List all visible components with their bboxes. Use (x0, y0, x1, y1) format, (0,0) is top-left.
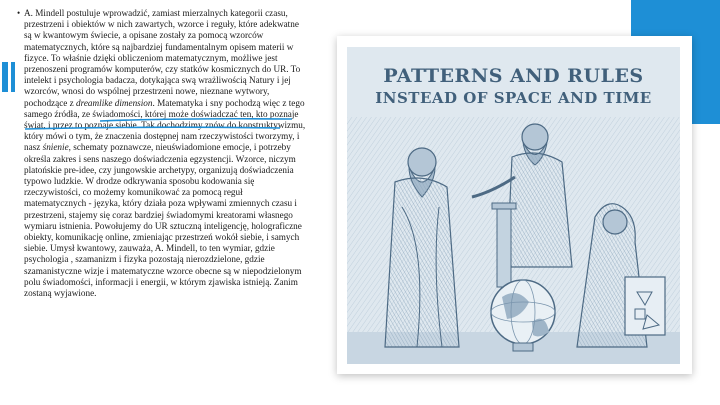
bullet: • (17, 8, 21, 18)
accent-bar (2, 62, 8, 92)
paragraph-part-3: , schematy poznawcze, nieuświadomione emocje, i potrzeby określa zakres i sens naszego doświadczenia egzystencji. Wzorce, niczym platońskie pre-idee, czy jungowskie archetypy, organizują doświadczenia typowo ludzkie. W drodze odkrywania sposobu kodowania się rzeczywistości, co możemy komunikować za pomocą reguł matematycznych - języka, który działa poza wpływami zmiennych czasu i przestrzeni, stajemy się coraz bardziej świadomymi kreatorami własnego wymiaru istnienia. Powołujemy do UR sztuczną inteligencję, holograficzne obiekty, komunikację online, zmieniając przestrzeń wokół siebie, i samych siebie. Umysł kwantowy, zauważa, A. Mindell, to ten wymiar, gdzie psychologia , szamanizm i fizyka pozostają nierozdzielone, gdzie szamanistyczne wizje i matematyczne wzorce obecne są w niepodzielonym polu świadomości, informacji i energii, w którym zjawiska istnieją. Zanim zostaną wyjawione. (24, 142, 302, 299)
image-card (337, 36, 692, 374)
accent-bar (11, 62, 15, 92)
emphasis-dreamlike: dreamlike dimension (76, 97, 153, 108)
engraving-title-line-2: INSTEAD OF SPACE AND TIME (375, 89, 652, 107)
engraving-title-line-1: PATTERNS AND RULES (383, 65, 644, 87)
body-text (18, 8, 306, 299)
paragraph-part-1: A. Mindell postuluje wprowadzić, zamiast mierzalnych kategorii czasu, przestrzeni i obiektów w nich zawartych, wzorce i reguły, które adekwatne są w kwantowym świecie, a opisane zostały za pomocą wzorców matematycznych, które są najbardziej fundamentalnym opisem materii w fizyce. To właśnie dzięki obliczeniom matematycznym, możliwe jest przenoszeni programów komputerów, czy statków kosmicznych do UR. To intelekt i psychologia badacza, dotykająca swą wrażliwością Natury i jej wzorców, wnosi do wspólnej przestrzeni nowe, nieznane wytwory, pochodzące z (24, 8, 301, 108)
paragraph-part-2: . Matematyka i sny pochodzą więc z tego samego źródła, ze świadomości, której może doświadczać ten, kto poznaje świat, i przez to poznaje siebie. Tak dochodzimy znów do konstruktywizmu, który mówi o tym, że znaczenia dostępnej nam rzeczywistości tworzymy, i nasz (24, 97, 306, 153)
emphasis-snienie: śnienie (42, 142, 69, 153)
engraving-illustration (347, 47, 680, 364)
